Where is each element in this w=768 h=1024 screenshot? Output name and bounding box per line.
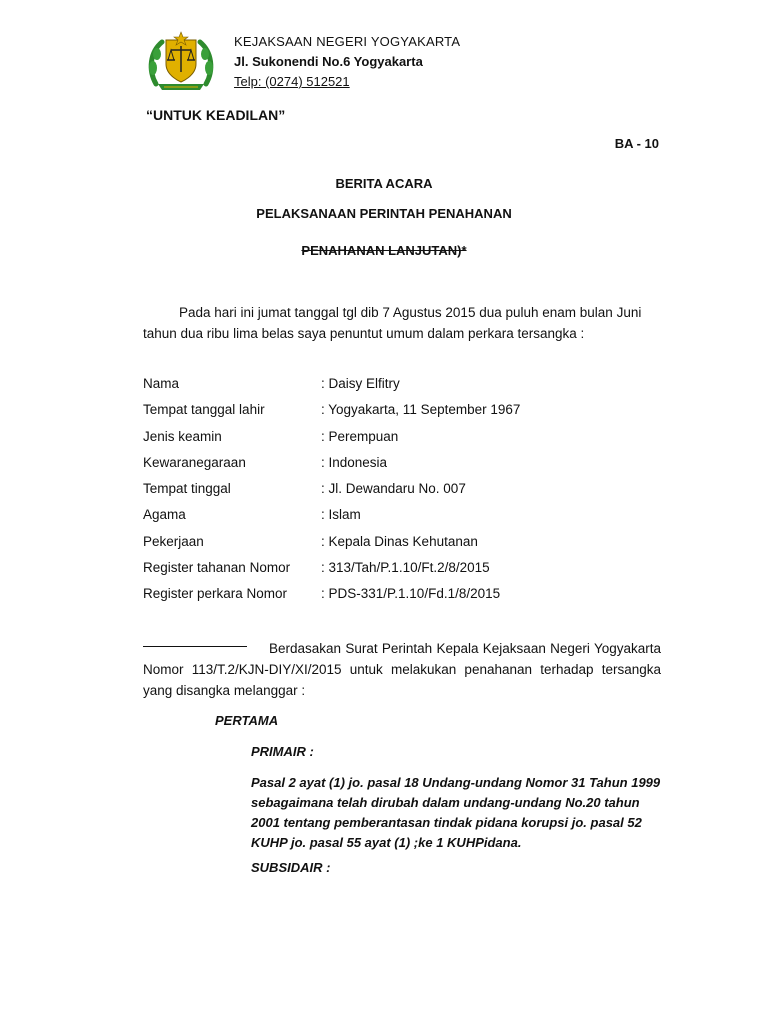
field-row-case-register <box>143 586 663 612</box>
basis-paragraph <box>143 638 661 701</box>
field-label: Register perkara Nomor <box>143 586 288 602</box>
field-row-residence <box>143 481 663 507</box>
kejaksaan-emblem-icon <box>146 30 216 94</box>
basis-text: Berdasakan Surat Perintah Kepala Kejaksaan Negeri Yogyakarta Nomor 113/T.2/KJN-DIY/XI/2015 untuk melakukan penahanan terhadap tersangka yang disangka melanggar : <box>143 641 661 698</box>
field-row-birth <box>143 402 663 428</box>
field-row-detention-register <box>143 560 663 586</box>
field-value: : 313/Tah/P.1.10/Ft.2/8/2015 <box>321 560 490 576</box>
blank-line <box>143 646 247 647</box>
field-label: Tempat tinggal <box>143 481 231 497</box>
field-label: Tempat tanggal lahir <box>143 402 265 418</box>
charge-first-label: PERTAMA <box>215 713 279 728</box>
suspect-details <box>143 376 663 613</box>
office-address: Jl. Sukonendi No.6 Yogyakarta <box>234 54 423 69</box>
charge-primary-label: PRIMAIR : <box>251 744 314 759</box>
field-label: Nama <box>143 376 180 391</box>
document-subtitle: PELAKSANAAN PERINTAH PENAHANAN <box>256 206 512 221</box>
intro-paragraph: Pada hari ini jumat tanggal tgl dib 7 Agustus 2015 dua puluh enam bulan Juni tahun dua ribu lima belas saya penuntut umum dalam perkara tersangka : <box>143 305 642 341</box>
field-value: : Islam <box>321 507 361 523</box>
field-row-religion <box>143 507 663 533</box>
field-row-name <box>143 376 663 402</box>
form-code: BA - 10 <box>614 136 659 151</box>
field-label: Pekerjaan <box>143 533 204 549</box>
field-row-nationality <box>143 455 663 481</box>
field-label: Kewaranegaraan <box>143 454 246 470</box>
charge-secondary-label: SUBSIDAIR : <box>251 860 331 875</box>
motto: “UNTUK KEADILAN” <box>146 107 286 123</box>
field-value: : Indonesia <box>321 454 388 470</box>
field-label: Agama <box>143 507 186 523</box>
field-row-gender <box>143 429 663 455</box>
field-label: Register tahanan Nomor <box>143 560 291 576</box>
field-row-occupation <box>143 534 663 560</box>
charge-primary-text: Pasal 2 ayat (1) jo. pasal 18 Undang-undang Nomor 31 Tahun 1999 sebagaimana telah dirubah dalam undang-undang No.20 tahun 2001 tentang pemberantasan tindak pidana korupsi jo. pasal 52 KUHP jo. pasal 55 ayat (1) ;ke 1 KUHPidana. <box>251 775 661 850</box>
field-value: : Daisy Elfitry <box>321 376 400 391</box>
document-subtitle-struck: PENAHANAN LANJUTAN)* <box>301 243 467 258</box>
field-value: : Yogyakarta, 11 September 1967 <box>321 402 521 418</box>
field-value: : Kepala Dinas Kehutanan <box>321 533 478 549</box>
field-value: : PDS-331/P.1.10/Fd.1/8/2015 <box>321 586 501 602</box>
field-value: : Jl. Dewandaru No. 007 <box>321 481 466 497</box>
document-title: BERITA ACARA <box>335 176 433 191</box>
office-phone: Telp: (0274) 512521 <box>234 74 350 89</box>
field-label: Jenis keamin <box>143 428 222 444</box>
field-value: : Perempuan <box>321 428 399 444</box>
office-name: KEJAKSAAN NEGERI YOGYAKARTA <box>234 34 461 49</box>
